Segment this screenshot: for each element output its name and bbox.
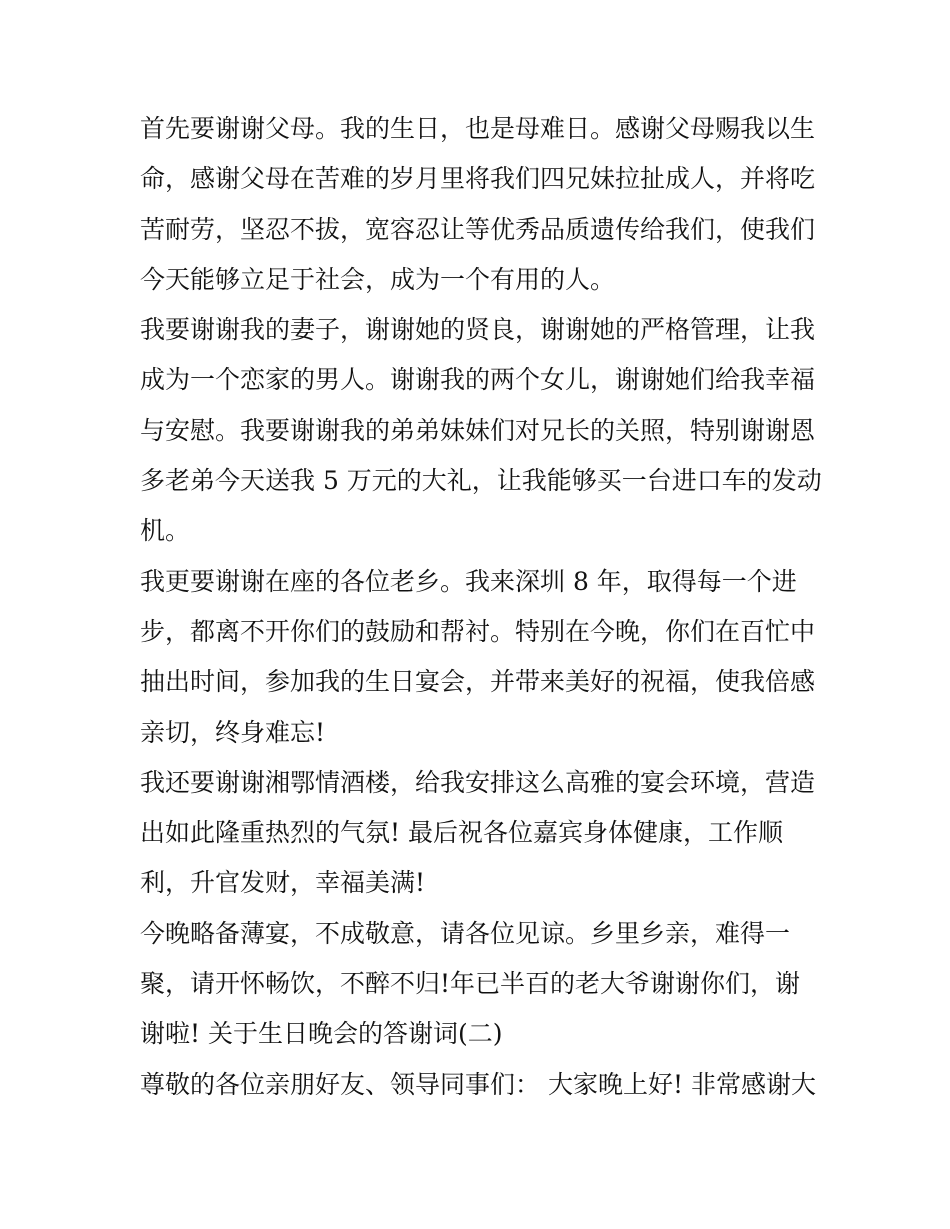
text-line: 命，感谢父母在苦难的岁月里将我们四兄妹拉扯成人，并将吃 bbox=[140, 164, 816, 194]
text-line: 与安慰。我要谢谢我的弟弟妹妹们对兄长的关照，特别谢谢恩 bbox=[140, 415, 816, 445]
text-line: 我要谢谢我的妻子，谢谢她的贤良，谢谢她的严格管理，让我 bbox=[140, 315, 816, 345]
text-line: 机。 bbox=[140, 516, 191, 546]
text-line: 首先要谢谢父母。我的生日，也是母难日。感谢父母赐我以生 bbox=[140, 114, 816, 143]
text-line: 成为一个恋家的男人。谢谢我的两个女儿，谢谢她们给我幸福 bbox=[140, 365, 816, 395]
text-line: 我还要谢谢湘鄂情酒楼，给我安排这么高雅的宴会环境，营造 bbox=[140, 767, 816, 797]
text-line: 今天能够立足于社会，成为一个有用的人。 bbox=[140, 264, 616, 294]
text-line: 谢啦! 关于生日晚会的答谢词(二) bbox=[140, 1019, 503, 1049]
text-line: 步，都离不开你们的鼓励和帮衬。特别在今晚，你们在百忙中 bbox=[140, 616, 816, 646]
text-line: 尊敬的各位亲朋好友、领导同事们： 大家晚上好! 非常感谢大 bbox=[140, 1069, 816, 1099]
text-line: 苦耐劳，坚忍不拔，宽容忍让等优秀品质遗传给我们，使我们 bbox=[140, 214, 816, 244]
document-body bbox=[140, 104, 830, 1110]
text-line: 我更要谢谢在座的各位老乡。我来深圳 8 年，取得每一个进 bbox=[140, 566, 797, 596]
text-line: 今晚略备薄宴，不成敬意，请各位见谅。乡里乡亲，难得一 bbox=[140, 918, 791, 948]
text-line: 多老弟今天送我 5 万元的大礼，让我能够买一台进口车的发动 bbox=[140, 466, 822, 496]
text-line: 亲切，终身难忘! bbox=[140, 717, 326, 747]
text-line: 抽出时间，参加我的生日宴会，并带来美好的祝福，使我倍感 bbox=[140, 667, 816, 697]
text-line: 出如此隆重热烈的气氛! 最后祝各位嘉宾身体健康，工作顺 bbox=[140, 818, 783, 848]
text-line: 聚，请开怀畅饮，不醉不归!年已半百的老大爷谢谢你们，谢 bbox=[140, 969, 801, 999]
text-line: 利，升官发财，幸福美满! bbox=[140, 868, 426, 898]
